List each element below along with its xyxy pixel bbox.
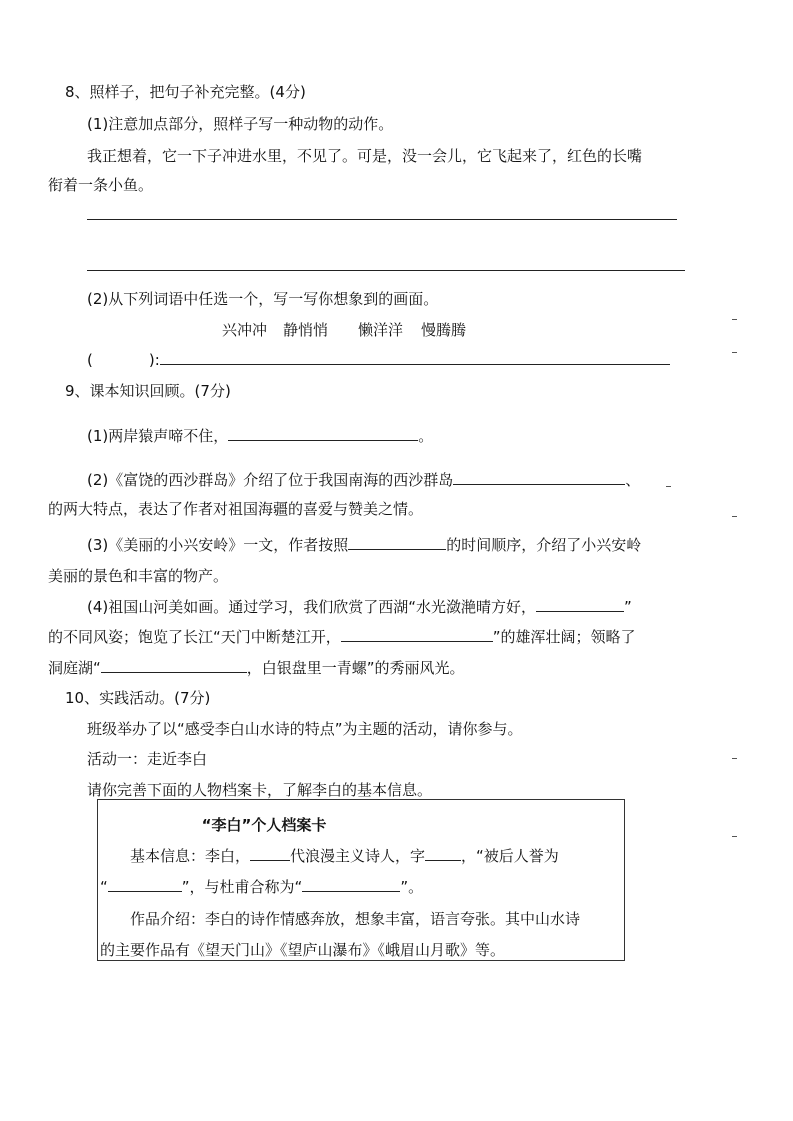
- q8-word-list: [222, 320, 466, 340]
- card-basic-text3: ，“被后人誉为: [461, 847, 559, 865]
- q9-item4-text: (4)祖国山河美如画。通过学习，我们欣赏了西湖“水光潋滟晴方好，: [87, 598, 537, 616]
- q9-item4-line2-text: 的不同风姿；饱览了长江“天门中断楚江开，: [48, 628, 341, 646]
- paren-close: ):: [148, 351, 160, 369]
- q8-answer-line1[interactable]: [87, 219, 677, 220]
- q9-item2-text: (2)《富饶的西沙群岛》介绍了位于我国南海的西沙群岛: [87, 471, 454, 489]
- q10-heading: 10、实践活动。(7分): [65, 689, 211, 707]
- card-basic-text: 基本信息：李白，: [130, 847, 251, 865]
- q9-item3-blank[interactable]: [348, 535, 446, 550]
- q8-answer-row: [87, 350, 670, 370]
- q9-item4-line2-rest: ”的雄浑壮阔；领略了: [492, 628, 636, 646]
- margin-mark: [666, 486, 671, 487]
- card-joint-name-blank[interactable]: [302, 877, 400, 892]
- q8-imagination-blank[interactable]: [160, 350, 670, 365]
- q9-item1: [87, 426, 433, 446]
- q8-part1: (1)注意加点部分，照样子写一种动物的动作。: [87, 115, 394, 133]
- q9-item3-line2: 美丽的景色和丰富的物产。: [48, 567, 229, 585]
- q9-item2-sep: 、: [625, 471, 641, 489]
- card-courtesy-name-blank[interactable]: [425, 846, 461, 861]
- q8-heading: 8、照样子，把句子补充完整。(4分): [65, 83, 306, 101]
- word-option: 兴冲冲: [222, 321, 268, 339]
- card-dynasty-blank[interactable]: [250, 846, 290, 861]
- q9-item4-line3: [48, 658, 465, 678]
- q9-item4-blank3[interactable]: [101, 658, 247, 673]
- card-basic2-text: ”，与杜甫合称为“: [181, 878, 303, 896]
- margin-mark: [732, 319, 737, 320]
- q9-item4-blank1[interactable]: [536, 597, 624, 612]
- q9-item2: [87, 470, 640, 490]
- profile-card-title: “李白”个人档案卡: [201, 816, 327, 834]
- card-works-line1: 作品介绍：李白的诗作情感奔放，想象丰富，语言夸张。其中山水诗: [130, 910, 581, 928]
- q9-item4-quote: ”: [624, 598, 632, 616]
- q10-intro: 班级举办了以“感受李白山水诗的特点”为主题的活动，请你参与。: [87, 720, 523, 738]
- q9-item4-line3-text: 洞庭湖“: [48, 659, 101, 677]
- margin-mark: [732, 516, 737, 517]
- q9-item2-line2: 的两大特点，表达了作者对祖国海疆的喜爱与赞美之情。: [48, 500, 424, 518]
- card-quote-open: “: [100, 878, 108, 896]
- q9-item4-line2: [48, 627, 636, 647]
- card-works-line2: 的主要作品有《望天门山》《望庐山瀑布》《峨眉山月歌》等。: [100, 941, 506, 959]
- q9-item4-blank2[interactable]: [341, 627, 493, 642]
- q9-item1-blank[interactable]: [228, 426, 418, 441]
- card-title-blank[interactable]: [108, 877, 182, 892]
- margin-mark: [732, 836, 737, 837]
- q8-part2: (2)从下列词语中任选一个，写一写你想象到的画面。: [87, 290, 439, 308]
- card-basic-info: [130, 846, 559, 866]
- q9-item1-text: (1)两岸猿声啼不住，: [87, 427, 229, 445]
- q9-item3-text: (3)《美丽的小兴安岭》一文，作者按照: [87, 536, 349, 554]
- card-basic-info-line2: [100, 877, 423, 897]
- q10-activity1: 活动一：走近李白: [87, 750, 208, 768]
- word-option: 静悄悄: [283, 321, 329, 339]
- margin-mark: [732, 758, 737, 759]
- q8-answer-line2[interactable]: [87, 270, 685, 271]
- q9-item4: [87, 597, 632, 617]
- word-option: 懒洋洋: [358, 321, 404, 339]
- word-option: 慢腾腾: [421, 321, 467, 339]
- q9-item3: [87, 535, 641, 555]
- q8-example-line1: 我正想着，它一下子冲进水里，不见了。可是，没一会儿，它飞起来了，红色的长嘴: [87, 147, 643, 165]
- paren-open: (: [87, 351, 93, 369]
- margin-mark: [732, 352, 737, 353]
- q9-item3-rest: 的时间顺序，介绍了小兴安岭: [446, 536, 642, 554]
- q8-example-line2: 衔着一条小鱼。: [48, 176, 154, 194]
- q10-instruction: 请你完善下面的人物档案卡，了解李白的基本信息。: [87, 781, 433, 799]
- q9-item2-blank[interactable]: [453, 470, 625, 485]
- q9-heading: 9、课本知识回顾。(7分): [65, 382, 231, 400]
- card-basic-text2: 代浪漫主义诗人，字: [290, 847, 426, 865]
- card-quote-close: ”。: [400, 878, 424, 896]
- q9-item1-end: 。: [418, 427, 434, 445]
- q9-item4-line3-rest: ，白银盘里一青螺”的秀丽风光。: [246, 659, 465, 677]
